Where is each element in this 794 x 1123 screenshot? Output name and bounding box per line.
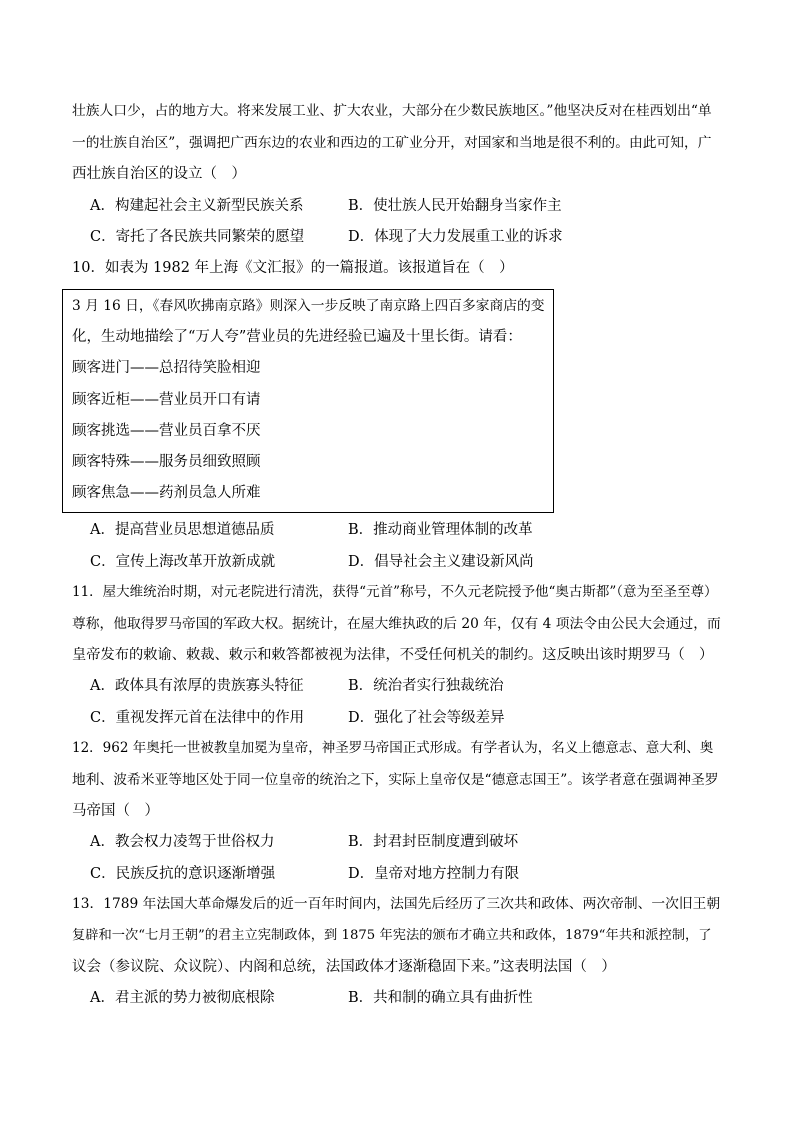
q11-option-a: A．政体具有浓厚的贵族寡头特征	[90, 678, 304, 694]
q13-option-b: B．共和制的确立具有曲折性	[348, 990, 533, 1006]
q10-option-b: B．推动商业管理体制的改革	[348, 522, 533, 538]
q13-line-1: 13．1789 年法国大革命爆发后的近一百年时间内，法国先后经历了三次共和政体、两次帝制、一次旧王朝	[72, 896, 721, 912]
q12-line-2: 地利、波希米亚等地区处于同一位皇帝的统治之下，实际上皇帝仅是“德意志国王”。该学者意在强调神圣罗	[72, 772, 719, 788]
q9-option-c: C．寄托了各民族共同繁荣的愿望	[90, 229, 305, 245]
q12-option-a: A．教会权力凌驾于世俗权力	[90, 834, 275, 850]
q10-box-line-3: 顾客进门——总招待笑脸相迎	[72, 360, 261, 376]
q12-option-b: B．封君封臣制度遭到破坏	[348, 834, 519, 850]
q9-line-2: 一的壮族自治区”，强调把广西东边的农业和西边的工矿业分开，对国家和当地是很不利的。由此可知，广	[72, 135, 712, 151]
q12-line-1: 12．962 年奥托一世被教皇加冕为皇帝，神圣罗马帝国正式形成。有学者认为，名义上德意志、意大利、奥	[72, 740, 714, 756]
q9-line-3: 西壮族自治区的设立（ ）	[72, 166, 246, 182]
q11-option-b: B．统治者实行独裁统治	[348, 678, 504, 694]
q9-option-b: B．使壮族人民开始翻身当家作主	[348, 198, 562, 214]
q10-box-line-4: 顾客近柜——营业员开口有请	[72, 392, 261, 408]
q10-option-d: D．倡导社会主义建设新风尚	[348, 554, 534, 570]
q13-option-a: A．君主派的势力被彻底根除	[90, 990, 275, 1006]
q10-option-a: A．提高营业员思想道德品质	[90, 522, 275, 538]
q9-option-d: D．体现了大力发展重工业的诉求	[348, 229, 563, 245]
q11-line-1: 11．屋大维统治时期，对元老院进行清洗，获得“元首”称号，不久元老院授予他“奥古斯都”（意为至圣至尊）	[72, 584, 718, 600]
q11-line-2: 尊称，他取得罗马帝国的军政大权。据统计，在屋大维执政的后 20 年，仅有 4 项法令由公民大会通过，而	[72, 616, 721, 632]
q13-line-3: 议会（参议院、众议院）、内阁和总统，法国政体才逐渐稳固下来。”这表明法国（ ）	[72, 959, 616, 975]
q11-option-d: D．强化了社会等级差异	[348, 710, 505, 726]
q10-box-line-7: 顾客焦急——药剂员急人所难	[72, 485, 261, 501]
q10-box-line-5: 顾客挑选——营业员百拿不厌	[72, 423, 261, 439]
q13-line-2: 复辟和一次“七月王朝”的君主立宪制政体，到 1875 年宪法的颁布才确立共和政体，1879“年共和派控制，了	[72, 928, 712, 943]
q12-option-d: D．皇帝对地方控制力有限	[348, 866, 520, 882]
q11-line-3: 皇帝发布的敕谕、敕裁、敕示和敕答都被视为法律，不受任何机关的制约。这反映出该时期罗马（ ）	[72, 647, 714, 663]
q10-option-c: C．宣传上海改革开放新成就	[90, 554, 276, 570]
q12-option-c: C．民族反抗的意识逐渐增强	[90, 866, 276, 882]
q11-option-c: C．重视发挥元首在法律中的作用	[90, 710, 305, 726]
q9-line-1: 壮族人口少，占的地方大。将来发展工业、扩大农业，大部分在少数民族地区。”他坚决反对在桂西划出“单	[72, 103, 712, 119]
q9-option-a: A．构建起社会主义新型民族关系	[90, 198, 304, 214]
q12-line-3: 马帝国（ ）	[72, 803, 159, 819]
q10-box-line-6: 顾客特殊——服务员细致照顾	[72, 454, 261, 470]
q10-stem: 10．如表为 1982 年上海《文汇报》的一篇报道。该报道旨在（ ）	[72, 260, 514, 276]
q10-box-line-1: 3 月 16 日，《春风吹拂南京路》则深入一步反映了南京路上四百多家商店的变	[72, 298, 545, 314]
q10-box-line-2: 化，生动地描绘了“万人夸”营业员的先进经验已遍及十里长街。请看：	[72, 329, 522, 345]
